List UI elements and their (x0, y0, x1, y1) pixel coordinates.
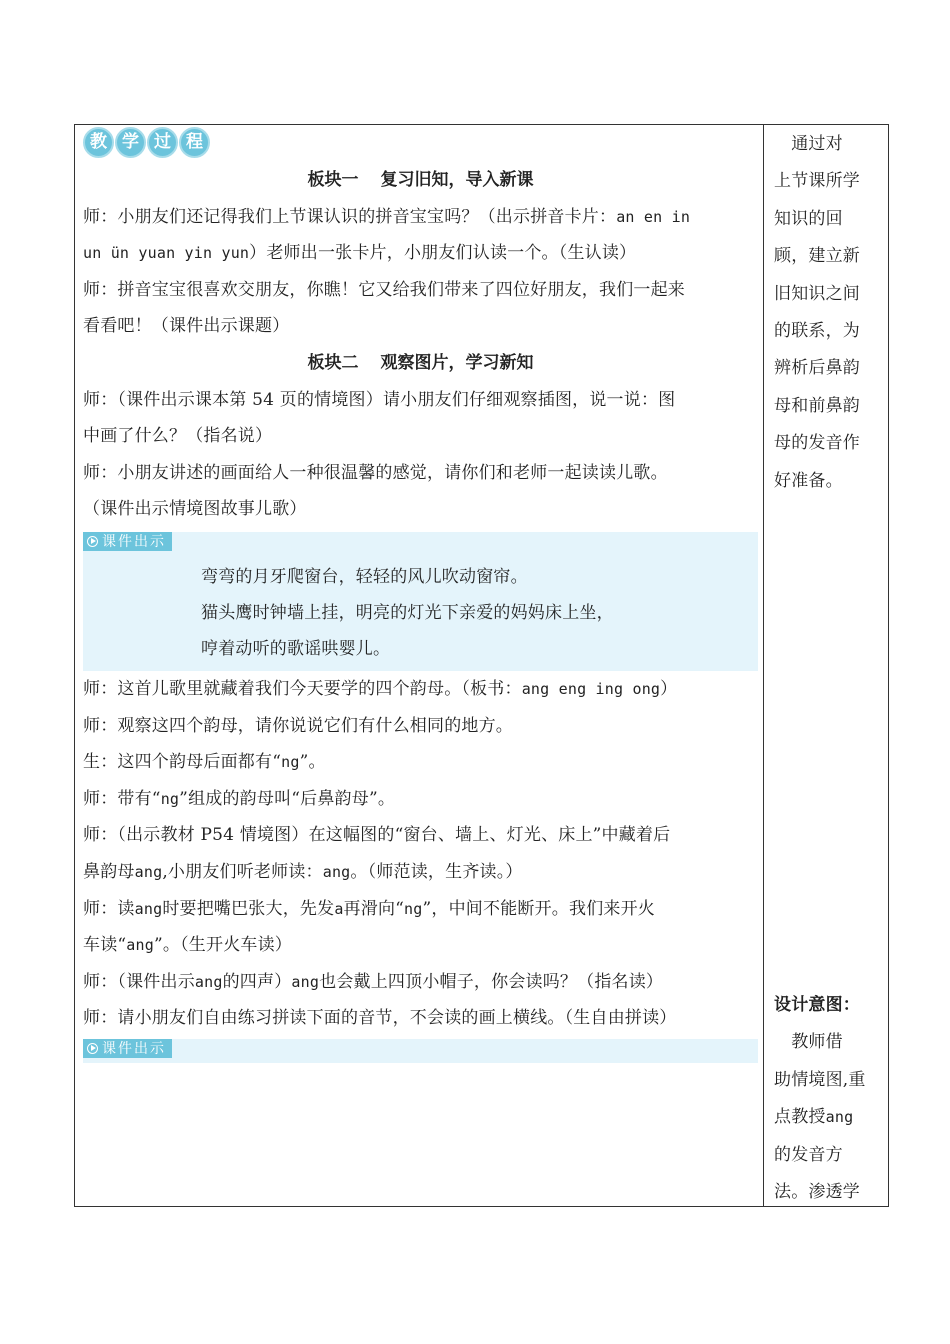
badge-char: 过 (147, 127, 178, 158)
paragraph-1-line-1: 师：小朋友们还记得我们上节课认识的拼音宝宝吗？（出示拼音卡片：an en in (83, 206, 691, 227)
side-note-line: 上节课所学 (774, 171, 860, 192)
poem (83, 551, 758, 671)
badge-char: 学 (115, 127, 146, 158)
side-note-line: 通过对 (774, 134, 843, 154)
paragraph-5: 师：这首儿歌里就藏着我们今天要学的四个韵母。（板书：ang eng ing ong） (83, 678, 678, 699)
side-note-line: 教师借 (774, 1032, 843, 1053)
paragraph-4-line-2: （课件出示情境图故事儿歌） (83, 499, 307, 520)
courseware-block-2 (83, 1039, 758, 1063)
poem-line: 弯弯的月牙爬窗台，轻轻的风儿吹动窗帘。 (201, 566, 528, 587)
design-intent-title: 设计意图： (774, 995, 860, 1016)
section1-title: 板块一 复习旧知，导入新课 (307, 170, 534, 190)
poem-line: 猫头鹰时钟墙上挂，明亮的灯光下亲爱的妈妈床上坐， (201, 602, 614, 623)
paragraph-6: 师：观察这四个韵母，请你说说它们有什么相同的地方。 (83, 715, 513, 736)
side-note-line: 好准备。 (774, 470, 843, 491)
section2-title: 板块二 观察图片，学习新知 (307, 352, 534, 373)
badge-char: 程 (179, 127, 210, 158)
side-note-line: 母和前鼻韵 (774, 395, 860, 416)
paragraph-3-line-1: 师：（课件出示课本第 54 页的情境图）请小朋友们仔细观察插图，说一说：图 (83, 389, 676, 410)
side-note-line: 母的发音作 (774, 433, 860, 454)
paragraph-7: 生：这四个韵母后面都有“ng”。 (83, 752, 326, 773)
side-note-line: 的发音方 (774, 1144, 843, 1165)
paragraph-4-line-1: 师：小朋友讲述的画面给人一种很温馨的感觉，请你们和老师一起读读儿歌。 (83, 462, 668, 483)
side-note-line: 点教授ang (774, 1107, 854, 1128)
courseware-block (83, 532, 758, 671)
side-note-line: 旧知识之间 (774, 283, 860, 304)
courseware-label: 课件出示 (83, 532, 172, 551)
column-divider (763, 124, 764, 1207)
badge-char: 教 (83, 127, 114, 158)
paragraph-8: 师：带有“ng”组成的韵母叫“后鼻韵母”。 (83, 788, 396, 809)
design-intent-column (774, 126, 884, 1212)
paragraph-2-line-1: 师：拼音宝宝很喜欢交朋友，你瞧！它又给我们带来了四位好朋友，我们一起来 (83, 279, 685, 300)
paragraph-9-line-2: 鼻韵母ang,小朋友们听老师读：ang。（师范读，生齐读。） (83, 861, 523, 882)
paragraph-3-line-2: 中画了什么？（指名说） (83, 426, 273, 447)
side-note-line: 的联系，为 (774, 321, 860, 342)
paragraph-10-line-2: 车读“ang”。（生开火车读） (83, 935, 292, 956)
side-note-line: 辨析后鼻韵 (774, 358, 860, 379)
poem-line: 哼着动听的歌谣哄婴儿。 (201, 638, 391, 659)
courseware-label: 课件出示 (83, 1039, 172, 1058)
side-note-line: 助情境图,重 (774, 1069, 866, 1090)
play-icon (87, 536, 98, 547)
paragraph-1-line-2: un ün yuan yin yun）老师出一张卡片，小朋友们认读一个。（生认读） (83, 243, 637, 264)
side-note-line: 顾，建立新 (774, 246, 860, 267)
side-note-line: 知识的回 (774, 208, 843, 229)
paragraph-12: 师：请小朋友们自由练习拼读下面的音节，不会读的画上横线。（生自由拼读） (83, 1008, 677, 1029)
play-icon (87, 1043, 98, 1054)
main-column (83, 126, 758, 1063)
side-note-line: 法。渗透学 (774, 1182, 860, 1203)
paragraph-9-line-1: 师：（出示教材 P54 情境图）在这幅图的“窗台、墙上、灯光、床上”中藏着后 (83, 825, 671, 846)
teaching-process-badge (83, 126, 758, 158)
paragraph-11: 师：（课件出示ang的四声）ang也会戴上四顶小帽子，你会读吗？（指名读） (83, 971, 664, 992)
paragraph-2-line-2: 看看吧！（课件出示课题） (83, 316, 290, 337)
paragraph-10-line-1: 师：读ang时要把嘴巴张大，先发a再滑向“ng”，中间不能断开。我们来开火 (83, 898, 656, 919)
